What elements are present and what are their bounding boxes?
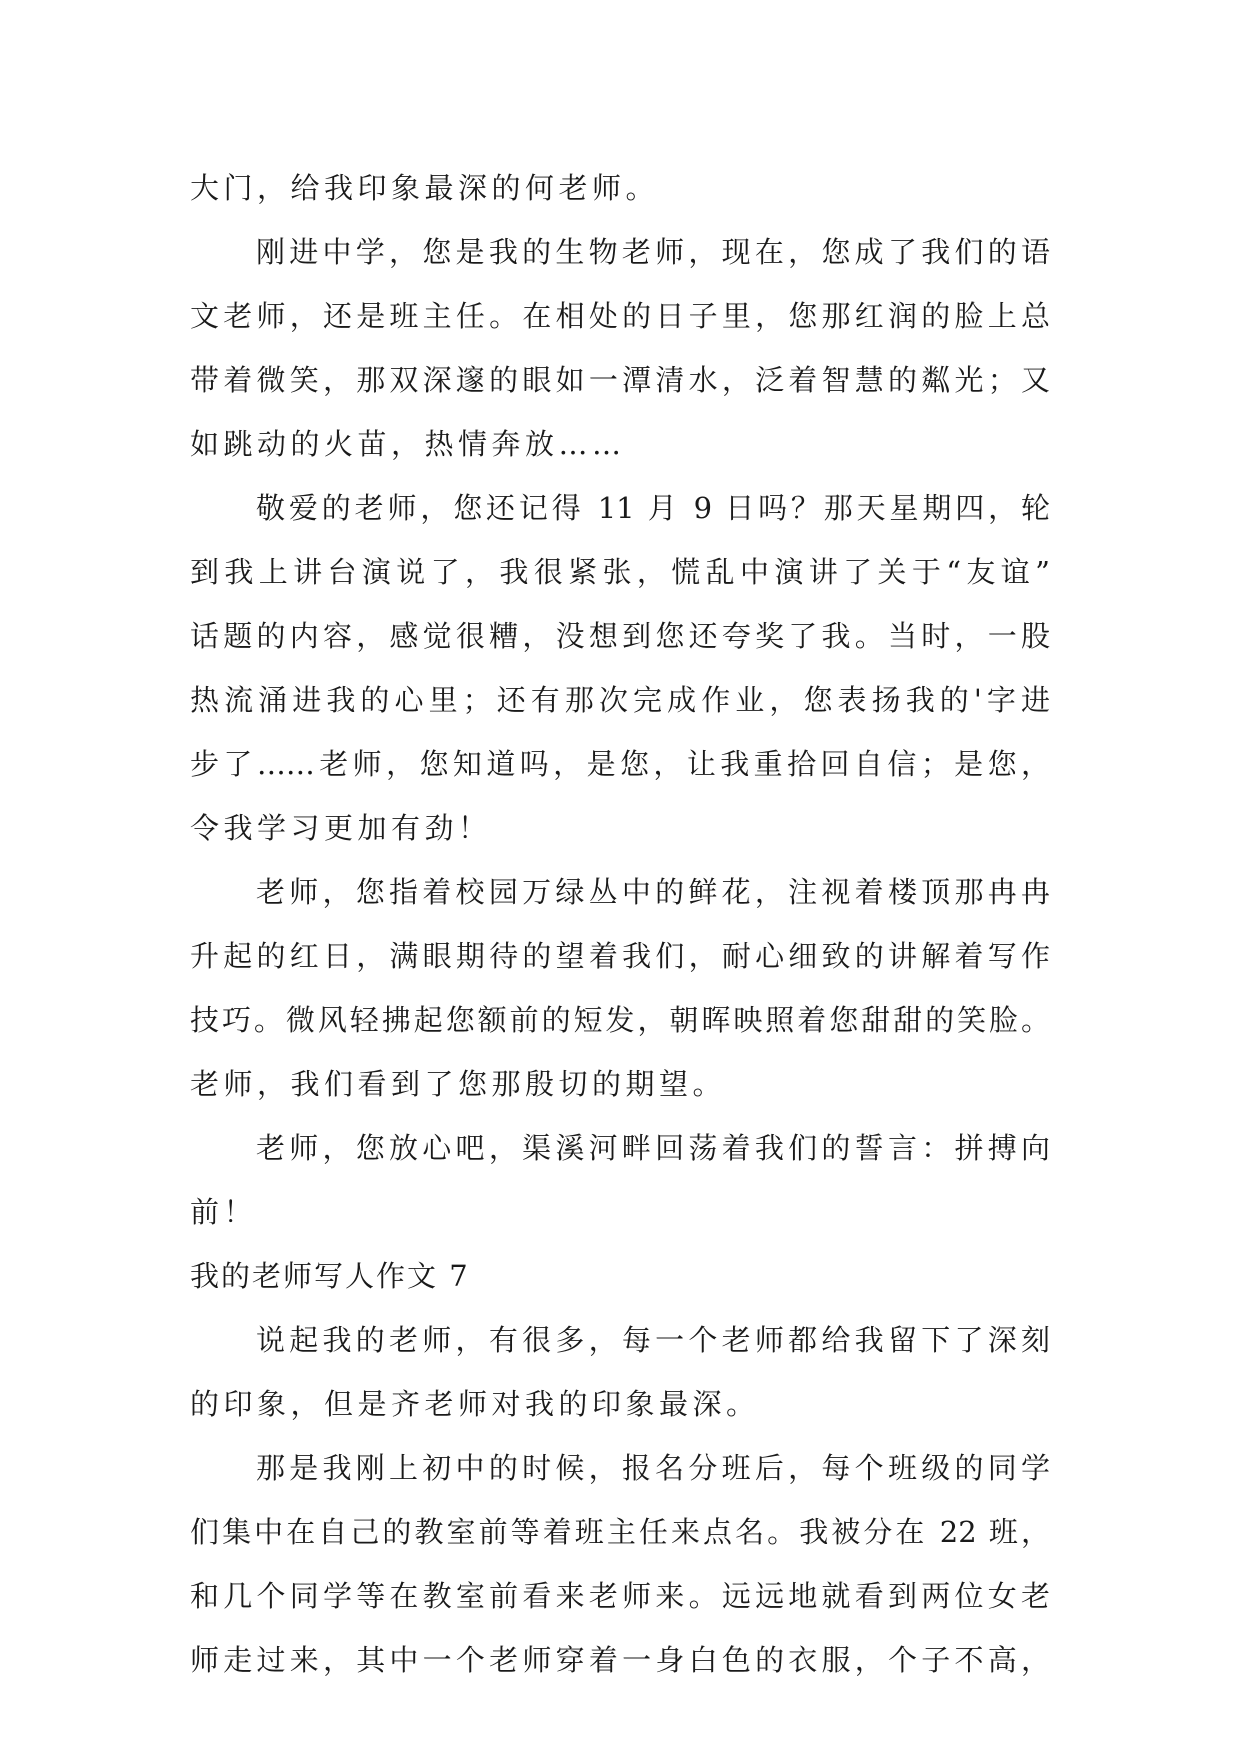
text-line: 文老师，还是班主任。在相处的日子里，您那红润的脸上总 bbox=[190, 299, 1050, 333]
text-line: 到我上讲台演说了，我很紧张，慌乱中演讲了关于“友谊” bbox=[190, 555, 1050, 589]
text-line: 技巧。微风轻拂起您额前的短发，朝晖映照着您甜甜的笑脸。 bbox=[190, 1003, 1050, 1037]
text-line: 老师，您指着校园万绿丛中的鲜花，注视着楼顶那冉冉 bbox=[256, 875, 1050, 909]
text-line: 如跳动的火苗，热情奔放…… bbox=[190, 427, 626, 461]
text-line: 热流涌进我的心里；还有那次完成作业，您表扬我的'字进 bbox=[190, 683, 1050, 717]
text-line: 大门，给我印象最深的何老师。 bbox=[190, 171, 660, 205]
text-line: 和几个同学等在教室前看来老师来。远远地就看到两位女老 bbox=[190, 1579, 1050, 1613]
text-line: 老师，您放心吧，渠溪河畔回荡着我们的誓言：拼搏向 bbox=[256, 1131, 1050, 1165]
text-line: 那是我刚上初中的时候，报名分班后，每个班级的同学 bbox=[256, 1451, 1050, 1485]
text-line: 们集中在自己的教室前等着班主任来点名。我被分在 22 班， bbox=[190, 1515, 1050, 1549]
text-line: 升起的红日，满眼期待的望着我们，耐心细致的讲解着写作 bbox=[190, 939, 1050, 973]
text-line: 话题的内容，感觉很糟，没想到您还夸奖了我。当时，一股 bbox=[190, 619, 1050, 653]
text-line: 刚进中学，您是我的生物老师，现在，您成了我们的语 bbox=[256, 235, 1050, 269]
text-line: 令我学习更加有劲！ bbox=[190, 811, 492, 845]
text-line: 师走过来，其中一个老师穿着一身白色的衣服，个子不高， bbox=[190, 1643, 1050, 1677]
text-line: 说起我的老师，有很多，每一个老师都给我留下了深刻 bbox=[256, 1323, 1050, 1357]
text-line: 步了……老师，您知道吗，是您，让我重拾回自信；是您， bbox=[190, 747, 1050, 781]
text-line: 敬爱的老师，您还记得 11 月 9 日吗？那天星期四，轮 bbox=[256, 491, 1050, 525]
text-line: 前！ bbox=[190, 1195, 258, 1229]
section-heading: 我的老师写人作文 7 bbox=[190, 1259, 470, 1293]
text-line: 的印象，但是齐老师对我的印象最深。 bbox=[190, 1387, 760, 1421]
document-body bbox=[190, 156, 1050, 1692]
text-line: 带着微笑，那双深邃的眼如一潭清水，泛着智慧的粼光；又 bbox=[190, 363, 1050, 397]
text-line: 老师，我们看到了您那殷切的期望。 bbox=[190, 1067, 727, 1101]
